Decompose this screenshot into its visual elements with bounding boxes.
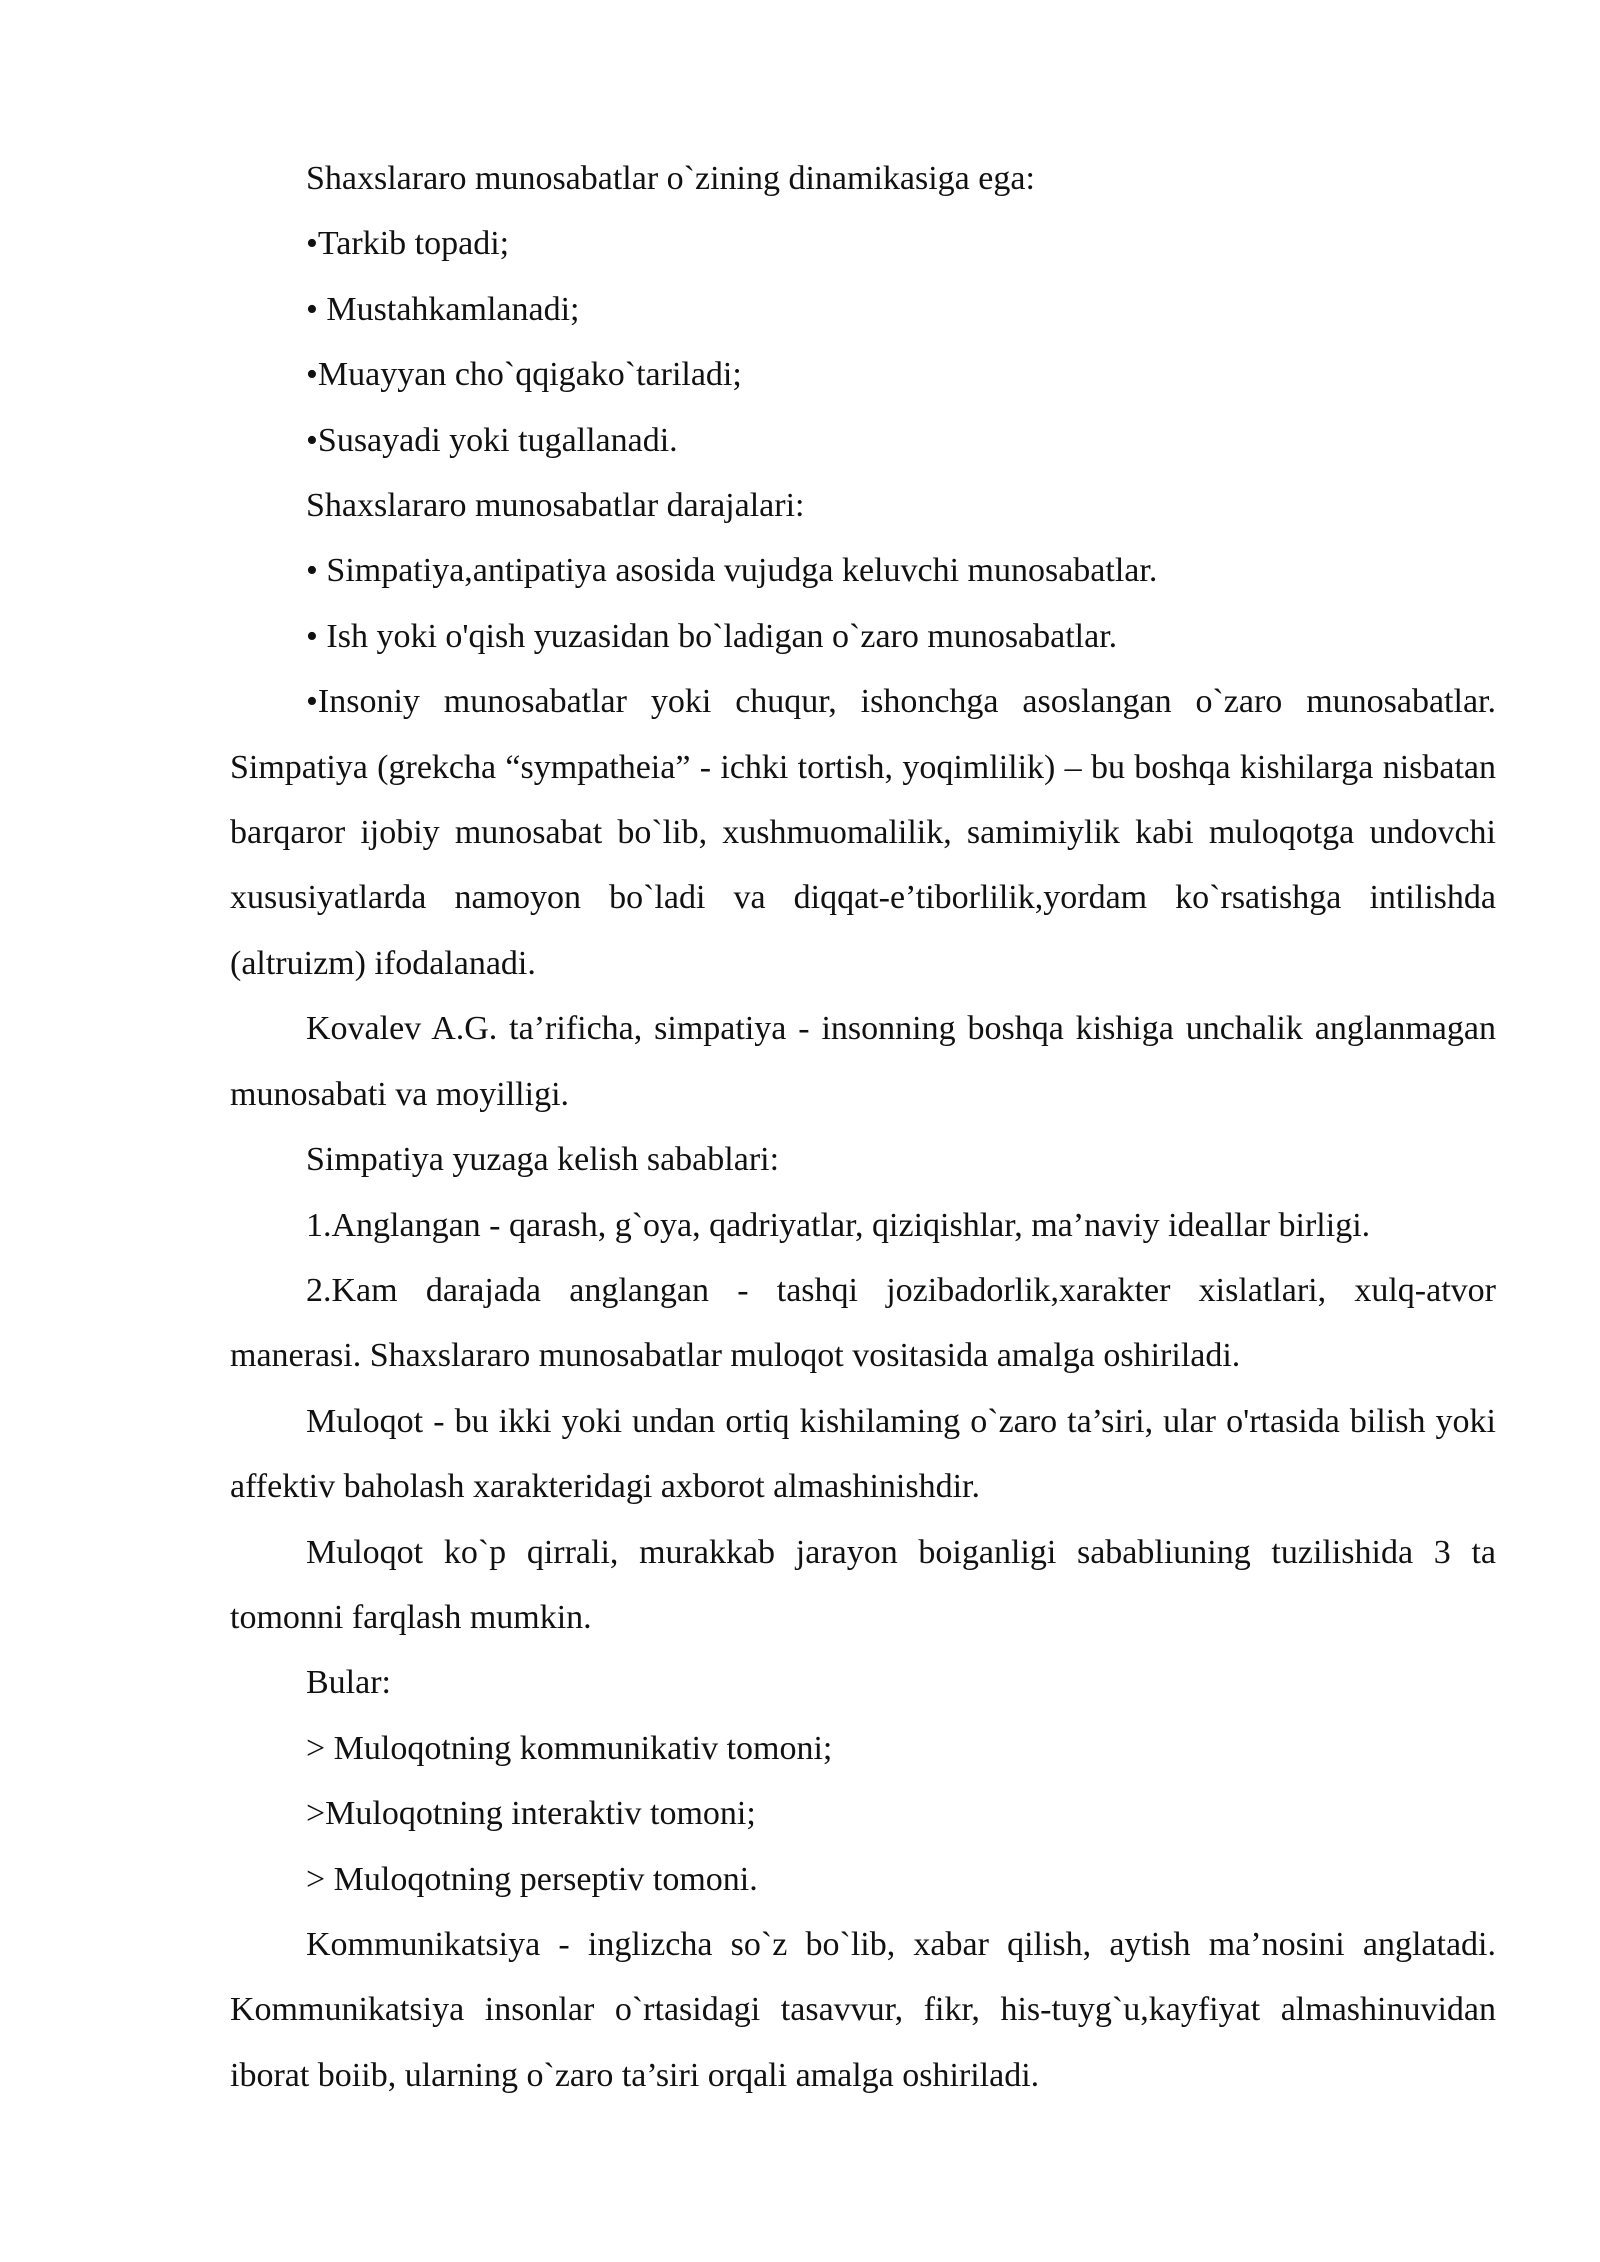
list-item: •Tarkib topadi; <box>306 225 510 263</box>
paragraph-qirrali: Muloqot ko`p qirrali, murakkab jarayon boiganligi sababliuning tuzilishida 3 ta tomonni farqlash mumkin. <box>230 1533 1496 1636</box>
reason-2: 2.Kam darajada anglangan - tashqi jozibadorlik,xarakter xislatlari, xulq-atvor manerasi. Shaxslararo munosabatlar muloqot vositasida amalga oshiriladi. <box>230 1271 1496 1375</box>
list-item: •Susayadi yoki tugallanadi. <box>306 421 678 459</box>
list-item: >Muloqotning interaktiv tomoni; <box>306 1795 756 1833</box>
list-item: > Muloqotning kommunikativ tomoni; <box>306 1729 833 1767</box>
list-item: • Mustahkamlanadi; <box>306 290 580 328</box>
levels-heading: Shaxslararo munosabatlar darajalari: <box>306 487 805 525</box>
list-item: > Muloqotning perseptiv tomoni. <box>306 1860 758 1898</box>
paragraph-kommunikatsiya: Kommunikatsiya - inglizcha so`z bo`lib, xabar qilish, aytish ma’nosini anglatadi. Kommunikatsiya insonlar o`rtasidagi tasavvur, fikr, his-tuyg`u,kayfiyat almashinuvidan iborat boiib, ularning o`zaro ta’siri orqali amalga oshiriladi. <box>230 1925 1496 2094</box>
list-item: • Ish yoki o'qish yuzasidan bo`ladigan o`zaro munosabatlar. <box>306 617 1118 655</box>
list-item: •Muayyan cho`qqigako`tariladi; <box>306 356 742 394</box>
paragraph-muloqot: Muloqot - bu ikki yoki undan ortiq kishilaming o`zaro ta’siri, ular o'rtasida bilish yoki affektiv baholash xarakteridagi axborot almashinishdir. <box>230 1402 1496 1506</box>
paragraph-kovalev: Kovalev A.G. ta’rificha, simpatiya - insonning boshqa kishiga unchalik anglanmagan munosabati va moyilligi. <box>230 1010 1496 1113</box>
dynamics-heading: Shaxslararo munosabatlar o`zining dinamikasiga ega: <box>306 160 1035 197</box>
document-page <box>230 146 1496 2108</box>
list-item: • Simpatiya,antipatiya asosida vujudga keluvchi munosabatlar. <box>306 552 1158 590</box>
paragraph-insoniy: •Insoniy munosabatlar yoki chuqur, ishonchga asoslangan o`zaro munosabatlar. Simpatiya (grekcha “sympatheia” - ichki tortish, yoqimlilik) – bu boshqa kishilarga nisbatan barqaror ijobiy munosabat bo`lib, xushmuomalilik, samimiylik kabi muloqotga undovchi xususiyatlarda namoyon bo`ladi va diqqat-e’tiborlilik,yordam ko`rsatishga intilishda (altruizm) ifodalanadi. <box>230 683 1496 982</box>
reasons-heading: Simpatiya yuzaga kelish sabablari: <box>306 1141 780 1179</box>
reason-1: 1.Anglangan - qarash, g`oya, qadriyatlar, qiziqishlar, ma’naviy ideallar birligi. <box>306 1206 1371 1244</box>
sides-heading: Bular: <box>306 1664 391 1702</box>
